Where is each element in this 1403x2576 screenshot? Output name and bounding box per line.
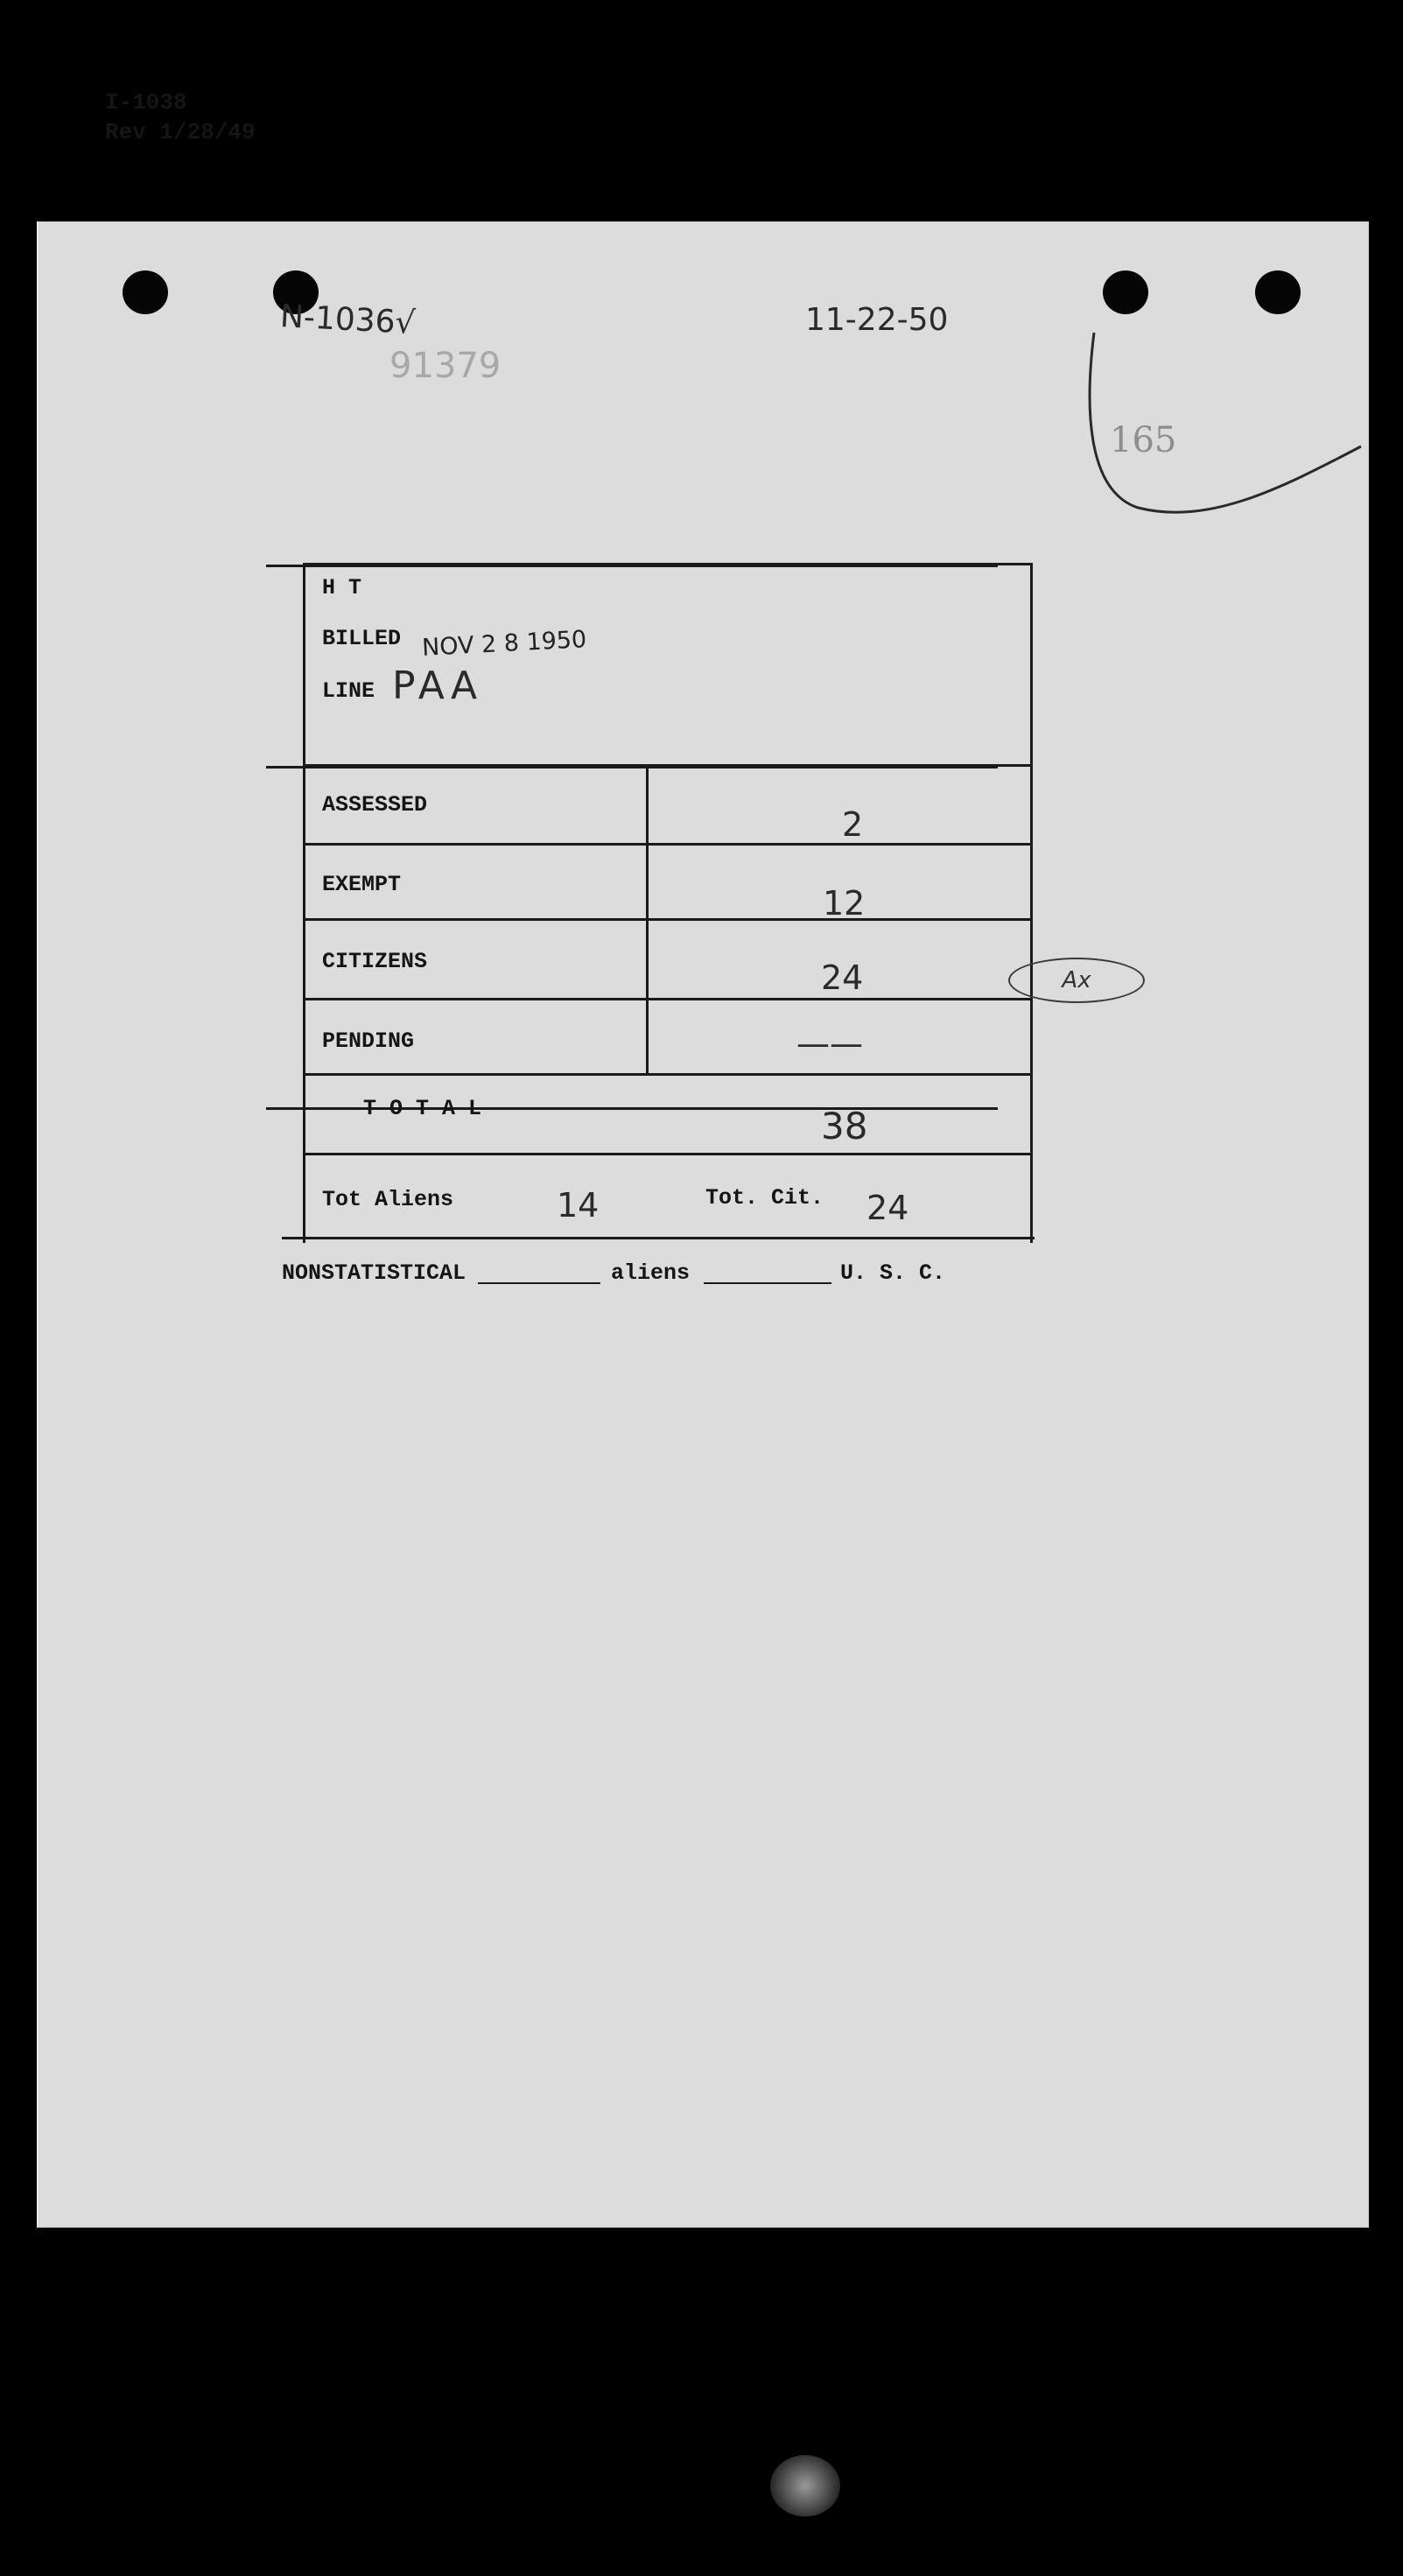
total-citizens-value: 24	[866, 1189, 909, 1227]
row-label-exempt: EXEMPT	[322, 872, 402, 897]
usc-label: U. S. C.	[840, 1260, 946, 1286]
nonstatistical-blank	[478, 1282, 600, 1284]
table-top-border	[303, 563, 1033, 565]
row-value-pending: ——	[796, 1024, 863, 1063]
row-label-citizens: CITIZENS	[322, 949, 428, 974]
row-label-pending: PENDING	[322, 1028, 415, 1054]
ht-value: 91379	[389, 346, 502, 386]
punch-hole-1	[123, 270, 168, 314]
row-value-assessed: 2	[842, 805, 864, 844]
nonstatistical-label: NONSTATISTICAL	[282, 1260, 466, 1286]
billed-label: BILLED	[322, 626, 402, 651]
row-divider-2	[303, 918, 1033, 921]
table-right-border	[1030, 563, 1033, 1243]
total-label: T O T A L	[363, 1096, 482, 1121]
row-divider-4	[303, 1073, 1033, 1076]
form-number: I-1038	[105, 89, 187, 116]
row-divider-3	[303, 998, 1033, 1000]
reference-number: N-1036√	[279, 298, 417, 342]
row-divider-1	[303, 843, 1033, 846]
row-value-citizens: 24	[821, 958, 864, 997]
table-bottom-border	[282, 1237, 1035, 1239]
ht-label: H T	[322, 575, 362, 600]
line-value: PAA	[392, 663, 483, 708]
total-citizens-label: Tot. Cit.	[705, 1185, 824, 1211]
table-left-border	[303, 563, 305, 1243]
total-aliens-value: 14	[557, 1186, 600, 1225]
aliens-footer-label: aliens	[611, 1260, 691, 1286]
document-date: 11-22-50	[805, 302, 949, 338]
billed-date-stamp: NOV 2 8 1950	[421, 626, 587, 662]
header-divider	[303, 764, 1033, 767]
form-number-block	[105, 88, 256, 147]
row-value-exempt: 12	[823, 884, 866, 923]
page-number: 165	[1110, 420, 1177, 460]
reviewer-initials: Ax	[1008, 958, 1145, 1003]
pencil-curve-mark	[1050, 105, 1365, 525]
total-aliens-label: Tot Aliens	[322, 1187, 454, 1212]
total-value: 38	[821, 1105, 868, 1148]
film-smudge	[770, 2455, 840, 2516]
row-label-assessed: ASSESSED	[322, 792, 428, 818]
form-revision: Rev 1/28/49	[105, 119, 256, 145]
aliens-blank	[704, 1282, 831, 1284]
row-divider-5	[303, 1153, 1033, 1155]
column-divider	[646, 764, 649, 1075]
line-label: LINE	[322, 678, 375, 704]
